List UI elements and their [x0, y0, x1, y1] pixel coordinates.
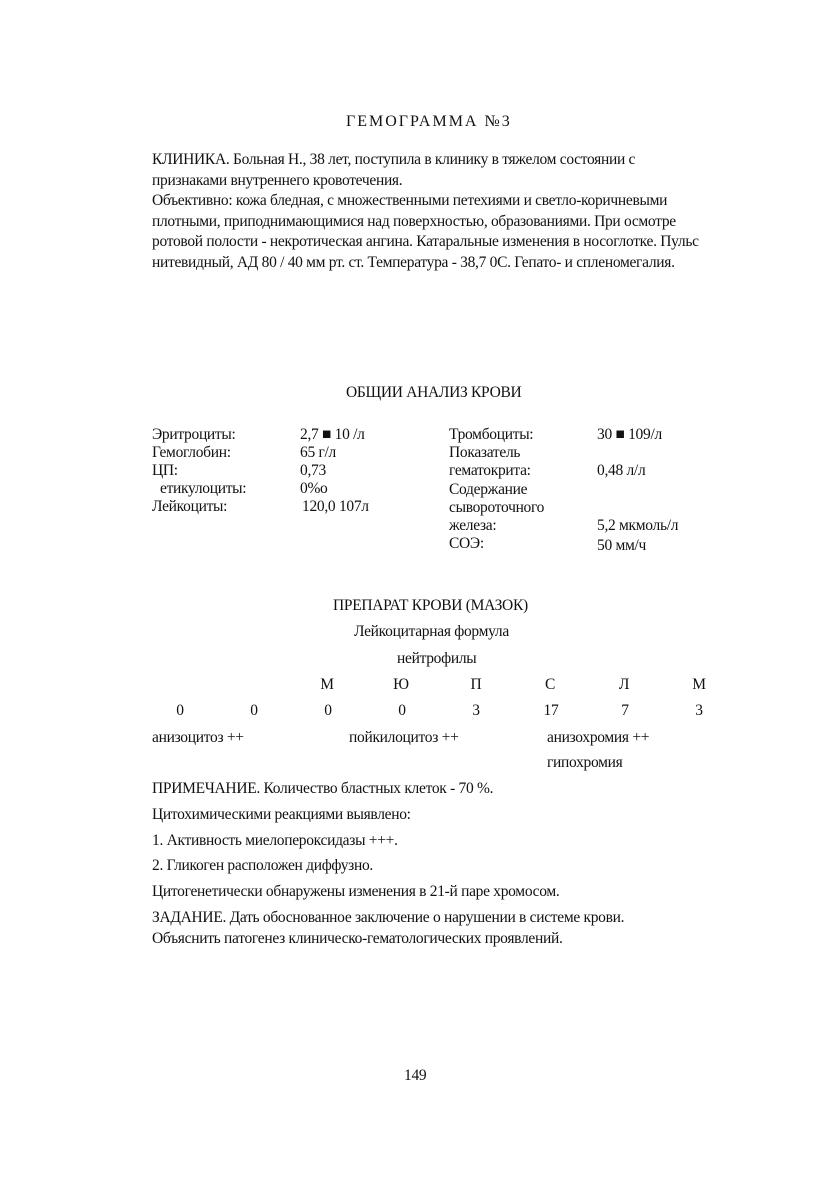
color-index-value: 0,73: [300, 462, 326, 479]
formula-value: 3: [695, 702, 703, 719]
hemoglobin-label: Гемоглобин:: [152, 444, 231, 461]
formula-value: 0: [250, 702, 258, 719]
formula-value: 3: [472, 702, 480, 719]
formula-value: 0: [324, 702, 332, 719]
formula-header: М: [692, 676, 706, 693]
serum-iron-value: 5,2 мкмоль/л: [597, 517, 679, 534]
smear-title: ПРЕПАРАТ КРОВИ (МАЗОК): [333, 597, 528, 614]
genetics-text: Цитогенетически обнаружены изменения в 21-й паре хромосом.: [152, 883, 560, 900]
reticulocytes-value: 0%о: [300, 480, 328, 497]
hemoglobin-value: 65 г/л: [300, 444, 336, 461]
serum-iron-label-3: железа:: [449, 517, 497, 534]
formula-value: 7: [621, 702, 629, 719]
formula-value: 0: [176, 702, 184, 719]
hypochromia-text: гипохромия: [547, 754, 623, 771]
color-index-label: ЦП:: [152, 462, 178, 479]
formula-header: М: [320, 676, 334, 693]
poikilocytosis-text: пойкилоцитоз ++: [349, 729, 459, 746]
formula-header: П: [470, 676, 482, 693]
formula-header: Ю: [393, 676, 409, 693]
formula-value: 0: [398, 702, 406, 719]
erythrocytes-value: 2,7 ■ 10 /л: [300, 426, 365, 443]
anisocytosis-text: анизоцитоз ++: [152, 729, 244, 746]
hematocrit-label-2: гематокрита:: [449, 462, 531, 479]
reticulocytes-label: етикулоциты:: [160, 480, 247, 497]
serum-iron-label-1: Содержание: [449, 481, 528, 498]
cytochemistry-item-1: 1. Активность миелопероксидазы +++.: [152, 832, 398, 849]
formula-header: Л: [618, 676, 630, 693]
anisochromia-text: анизохромия ++: [547, 729, 650, 746]
page-title: ГЕМОГРАММА №3: [346, 113, 512, 130]
cytochemistry-item-2: 2. Гликоген расположен диффузно.: [152, 857, 374, 874]
esr-label: СОЭ:: [449, 535, 484, 552]
esr-value: 50 мм/ч: [597, 537, 646, 554]
platelets-label: Тромбоциты:: [449, 426, 534, 443]
formula-value: 17: [543, 702, 559, 719]
page-number: 149: [404, 1067, 427, 1084]
leukocytes-value: 120,0 107л: [302, 498, 369, 515]
objective-paragraph: Объективно: кожа бледная, с множественными петехиями и светло-коричневыми плотными, приподнимающимися над поверхностью, образованиями. При осмотре ротовой полости - некротическая ангина. Катаральные изменения в носоглотке. Пульс нитевидный, АД 80 / 40 мм рт. ст. Температура - 38,7 0С. Гепато- и спленомегалия.: [152, 192, 699, 271]
erythrocytes-label: Эритроциты:: [152, 426, 236, 443]
cytochemistry-text: Цитохимическими реакциями выявлено:: [152, 806, 411, 823]
serum-iron-label-2: сывороточного: [449, 499, 545, 516]
hematocrit-label-1: Показатель: [449, 444, 521, 461]
platelets-value: 30 ■ 109/л: [597, 426, 662, 443]
note-text: ПРИМЕЧАНИЕ. Количество бластных клеток - 70 %.: [152, 780, 494, 797]
formula-header: С: [544, 676, 556, 693]
formula-title: Лейкоцитарная формула: [354, 623, 509, 640]
clinic-paragraph: КЛИНИКА. Больная Н., 38 лет, поступила в клинику в тяжелом состоянии с признаками внутреннего кровотечения.: [152, 151, 636, 189]
task-paragraph: ЗАДАНИЕ. Дать обоснованное заключение о нарушении в системе крови. Объяснить патогенез клиническо-гематологических проявлений.: [152, 909, 625, 947]
analysis-title: ОБЩИИ АНАЛИЗ КРОВИ: [346, 384, 522, 401]
leukocytes-label: Лейкоциты:: [152, 498, 228, 515]
hematocrit-value: 0,48 л/л: [597, 462, 646, 479]
neutrophils-title: нейтрофилы: [397, 650, 477, 667]
